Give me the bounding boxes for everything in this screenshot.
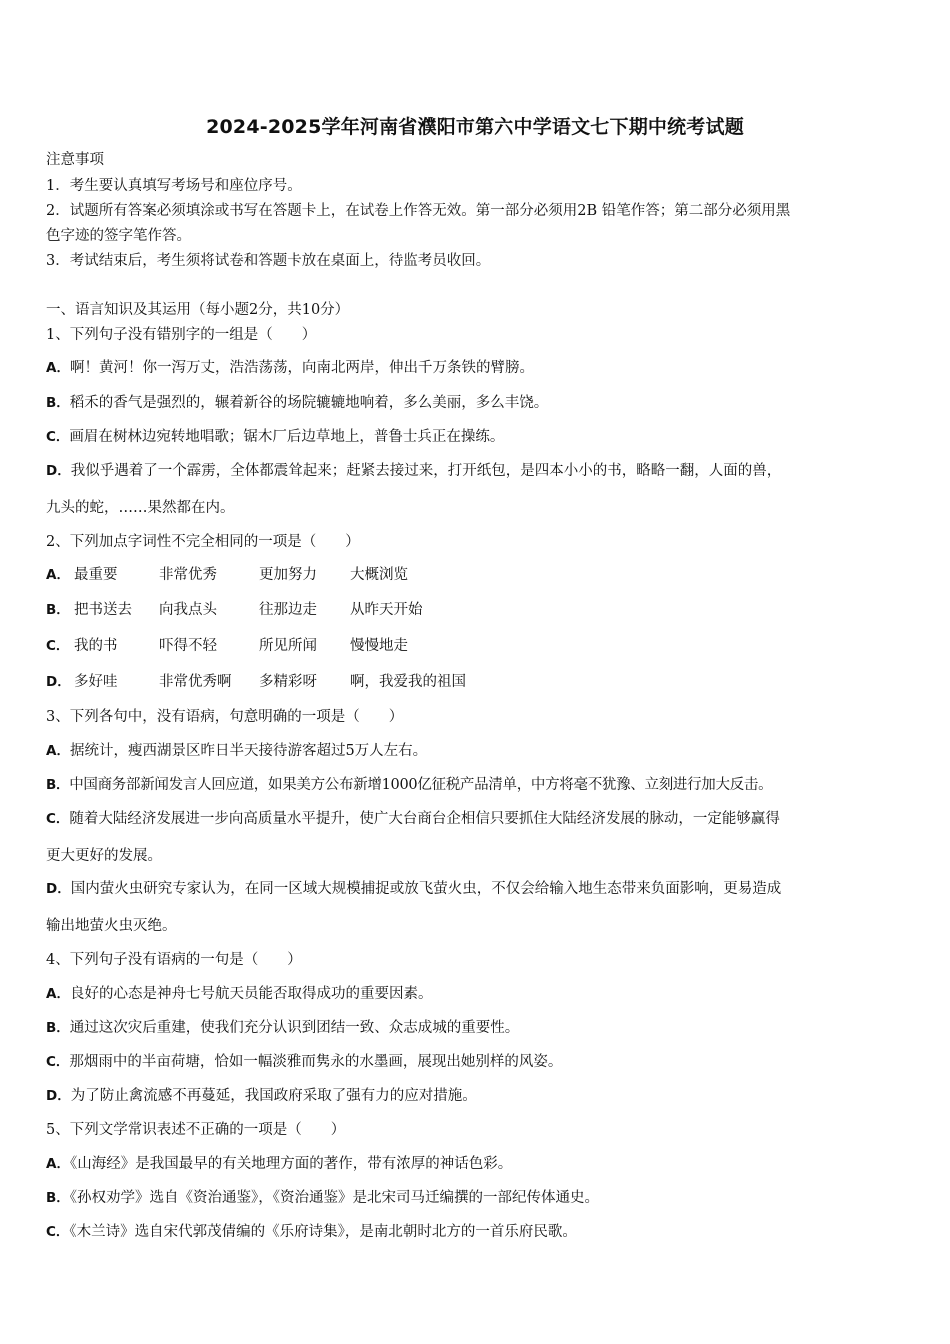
option-word: 我的书 — [74, 638, 118, 654]
notice-item: 2．试题所有答案必须填涂或书写在答题卡上，在试卷上作答无效。第一部分必须用2B 铅笔作答；第二部分必须用黑 — [46, 203, 791, 219]
q3-option-d — [46, 879, 908, 899]
option-label: C． — [46, 1054, 70, 1070]
option-text: 那烟雨中的半亩荷塘，恰如一幅淡雅而隽永的水墨画，展现出她别样的风姿。 — [69, 1054, 563, 1070]
option-label: D． — [46, 463, 71, 479]
question-5-stem: 5、下列文学常识表述不正确的一项是（ ） — [46, 1122, 346, 1138]
section-heading: 一、语言知识及其运用（每小题2分，共10分） — [46, 302, 350, 318]
option-text: 为了防止禽流感不再蔓延，我国政府采取了强有力的应对措施。 — [70, 1088, 477, 1104]
notice-item: 3．考试结束后，考生须将试卷和答题卡放在桌面上，待监考员收回。 — [46, 253, 491, 269]
option-label: C． — [46, 638, 70, 654]
option-word: 非常优秀啊 — [159, 674, 232, 690]
option-text: 《山海经》是我国最早的有关地理方面的著作，带有浓厚的神话色彩。 — [69, 1156, 513, 1172]
option-label: A． — [46, 360, 70, 376]
option-word: 慢慢地走 — [350, 638, 408, 654]
option-text: 稻禾的香气是强烈的，辗着新谷的场院辘辘地响着，多么美丽，多么丰饶。 — [69, 395, 549, 411]
q5-option-c — [46, 1222, 908, 1242]
option-word: 向我点头 — [159, 602, 217, 618]
option-word: 非常优秀 — [159, 567, 217, 583]
option-label: A． — [46, 743, 70, 759]
q1-option-a — [46, 358, 908, 378]
option-word: 多好哇 — [74, 674, 118, 690]
question-2-stem: 2、下列加点字词性不完全相同的一项是（ ） — [46, 534, 360, 550]
option-label: B． — [46, 1020, 70, 1036]
option-label: C． — [46, 1224, 70, 1240]
question-1-stem: 1、下列句子没有错别字的一组是（ ） — [46, 327, 317, 343]
option-label: A． — [46, 567, 70, 583]
q1-option-c — [46, 427, 908, 447]
option-label: C． — [46, 429, 70, 445]
option-label: B． — [46, 602, 70, 618]
option-text: 《木兰诗》选自宋代郭茂倩编的《乐府诗集》，是南北朝时北方的一首乐府民歌。 — [69, 1224, 577, 1240]
question-4-stem: 4、下列句子没有语病的一句是（ ） — [46, 952, 302, 968]
q3-option-b — [46, 775, 908, 795]
option-label: D． — [46, 1088, 71, 1104]
option-word: 最重要 — [74, 567, 118, 583]
q3-option-d-cont: 输出地萤火虫灭绝。 — [46, 918, 177, 934]
option-text: 中国商务部新闻发言人回应道，如果美方公布新增1000亿征税产品清单，中方将毫不犹豫、立刻进行加大反击。 — [69, 777, 773, 793]
q5-option-b — [46, 1188, 908, 1208]
option-word: 所见所闻 — [259, 638, 317, 654]
option-label: A． — [46, 1156, 70, 1172]
option-text: 我似乎遇着了一个霹雳，全体都震耸起来；赶紧去接过来，打开纸包，是四本小小的书，略略一翻，人面的兽， — [70, 463, 782, 479]
option-text: 国内萤火虫研究专家认为，在同一区域大规模捕捉或放飞萤火虫，不仅会给输入地生态带来负面影响，更易造成 — [70, 881, 782, 897]
option-label: B． — [46, 1190, 70, 1206]
option-label: B． — [46, 395, 70, 411]
q4-option-b — [46, 1018, 908, 1038]
option-word: 大概浏览 — [350, 567, 408, 583]
option-word: 把书送去 — [74, 602, 132, 618]
q3-option-a — [46, 741, 908, 761]
option-label: B． — [46, 777, 70, 793]
q1-option-d-cont: 九头的蛇，……果然都在内。 — [46, 500, 235, 516]
option-word: 多精彩呀 — [259, 674, 317, 690]
q4-option-c — [46, 1052, 908, 1072]
option-word: 吓得不轻 — [159, 638, 217, 654]
option-text: 《孙权劝学》选自《资治通鉴》，《资治通鉴》是北宋司马迁编撰的一部纪传体通史。 — [69, 1190, 600, 1206]
option-word: 啊，我爱我的祖国 — [350, 674, 466, 690]
option-text: 据统计，瘦西湖景区昨日半天接待游客超过5万人左右。 — [69, 743, 428, 759]
option-text: 画眉在树林边宛转地唱歌；锯木厂后边草地上，普鲁士兵正在操练。 — [69, 429, 505, 445]
option-label: D． — [46, 674, 71, 690]
q4-option-d — [46, 1086, 908, 1106]
page-title: 2024-2025学年河南省濮阳市第六中学语文七下期中统考试题 — [206, 116, 744, 138]
notice-item: 色字迹的签字笔作答。 — [46, 228, 191, 244]
option-label: D． — [46, 881, 71, 897]
q4-option-a — [46, 984, 908, 1004]
q1-option-d — [46, 461, 908, 481]
q3-option-c — [46, 809, 908, 829]
question-3-stem: 3、下列各句中，没有语病，句意明确的一项是（ ） — [46, 709, 404, 725]
option-word: 更加努力 — [259, 567, 317, 583]
option-text: 啊！黄河！你一泻万丈，浩浩荡荡，向南北两岸，伸出千万条铁的臂膀。 — [69, 360, 534, 376]
option-text: 通过这次灾后重建，使我们充分认识到团结一致、众志成城的重要性。 — [69, 1020, 520, 1036]
q3-option-c-cont: 更大更好的发展。 — [46, 848, 162, 864]
option-label: A． — [46, 986, 70, 1002]
notice-heading: 注意事项 — [46, 152, 104, 168]
option-word: 往那边走 — [259, 602, 317, 618]
option-text: 良好的心态是神舟七号航天员能否取得成功的重要因素。 — [69, 986, 433, 1002]
notice-item: 1．考生要认真填写考场号和座位序号。 — [46, 178, 302, 194]
option-text: 随着大陆经济发展进一步向高质量水平提升，使广大台商台企相信只要抓住大陆经济发展的脉动，一定能够赢得 — [69, 811, 780, 827]
q1-option-b — [46, 393, 908, 413]
option-word: 从昨天开始 — [350, 602, 423, 618]
q5-option-a — [46, 1154, 908, 1174]
option-label: C． — [46, 811, 70, 827]
